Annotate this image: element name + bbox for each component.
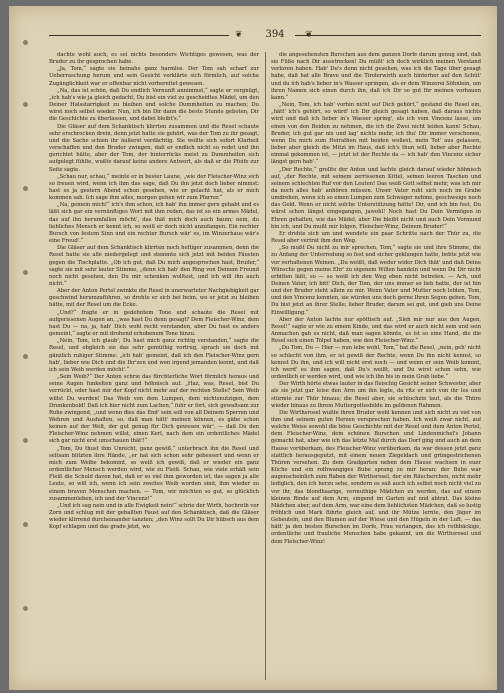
paragraph: Aber der Anton Pertel zwinkte die Resel in unerwarteter Nachgiebigkeit gar geschwind herumzuführen, so drehte er sich bei beim, wo er jetzt zu bleiben hätte, mit der Resel um die Ecke.	[49, 288, 259, 309]
paragraph: „Nein, Tom, ich glaub', Du hast mich ganz richtig verstanden,“ sagte die Resel, und obgleich sie das sehr gemüthig vortrug, sprach sie doch mit gänzlich ruhiger Stimme: „ich hab' gemeint, daß ich den Fleischer-Winz gern hab', lieber wie Dich und die Ihr'zen und wen irgend jemanden kennt, und daß ich sein Weib werden möcht'.“	[49, 338, 259, 373]
left-column	[49, 52, 259, 680]
paragraph: „Tom, Du thust ihm Unrecht, ganz gewiß,“ unterbrach ihn die Resel und seltsam blitzten ihre Hände, „er hat sich schon sehr gebessert und wenn er mich zum Weibe bekommt, so weiß ich gewiß, daß er wieder ein ganz ordentlicher Mensch werden wird, wie zu Fleiß. Schau, wie viele erhält sein Fleiß die Schuld davon hat, daß er so viel ihm geworden ist, das sagen ja alle Leute, so will ich, wenn ich sein zweites Weib worden sind, ihm wieder zu einem braven Menschen machen. — Tom, wir möchten so gut, so glücklich zusammenleben, ich und der Vincenz!“	[49, 445, 259, 502]
paragraph: dachte wohl auch, es sei nichts besonders Wichtiges gewesen, was der Bruder zu ihr gesprochen habe.	[49, 52, 259, 66]
binding-hole	[23, 270, 28, 275]
binding-hole	[23, 438, 28, 443]
paragraph: Die Gläser auf dem Schanktisch klirrten zusammen und die Resel schaute sehr erschrocken drein, denn jetzt hatte sie gehört, was der Tom zu ihr gesagt, und die Sache schien ihr äußerst verdächtig. Sie wollte sich sofort Klarheit verschaffen und den Bruder zwingen, daß er endlich nicht so redet und ihn gerichtet hätte, aber der Tom, der hinterrücks meist zu Dummheiten sich aufgelegt fühlte, wußte darauf keine andere Antwort, als daß er die Pfeife zur Seite sagte.	[49, 123, 259, 173]
paragraph: „Ja, Tom,“ sagte sie beinahe ganz harmlos. Der Tom sah scharf zur Ueberraschung herum und sein Gesicht verklärte sich förmlich, auf solche Zugänglichkeit war er offenbar nicht vorbereitet gewesen.	[49, 66, 259, 87]
paragraph: Die Gläser auf dem Schanktisch klirrten noch heftiger zusammen, denn die Resel hatte sie alle niedergelegt und stemmte sich jetzt mit beiden Fäusten gegen die Tischplatte. „Ob ich gut, daß Du mich angesprochen hast, Bruder,“ sagte sie mit sehr lauter Stimme, „denn ich hab' den Ring von Deinem Freund noch nicht gesehen, den Du mir schenken wolltest, und ich will ihn auch nicht.“	[49, 245, 259, 287]
paragraph: „Der Rechte,“ grollte der Anton und lachte gleich darauf wieder höhnisch auf, „der Rechte, mit seinem zerrissenen Kittel, seinen leeren Taschen und seinem schlechten Ruf vor den Leuten! Das weiß Gott selbst mehr, was ich mir da noch alles hab' anhören müssen. Unser Vater ruht sich noch im Grabe umdrehen, wenn ich so einen Lumpen zum Schwager nehme, geschweige noch das Geld. Wenn er nicht solche Unterstützung hätte! Dir, und ich bin fest, Du wärst schon längst eingegangen, jawohl! Noch hast Du Dein Vermögen in Ehren gehalten, wie das Mädel, aber Die bleibt nicht und auch Dein Vormund bin ich, und Du mußt mir folgen, Fleischer-Winz, Deinem Bruder!“	[271, 166, 481, 230]
paragraph: „So mußt Du nicht zu mir sprechen, Tom,“ sagte sie und ihre Stimme, die zu Anfang der Unterredung so fest und sicher geklungen hatte, bebte jetzt wie vor verhaltenen Weinen. „Du weißt, daß weder wider Dich thät' und daß Deine Wünsche gegen meine Ehr' zu eigenem Willen handeln und wenn Du Dir nicht erbitten läßt, so — so weiß ich den Weg eben nicht betreten. — Ach, und Deinen Vater, ich bitt' Dich, der Tom, der uns immer so lieb hatte, der ist hin und der Bruder steht allein zu mir. Wenn Vater und Mutter noch lebten, Tom, und den Vincenz kennten, sie würden uns doch gerne Ihren Segen geben. Tom, Du bist jetzt an ihrer Stelle; lieber Bruder, darum sei gut, und gieb uns Deine Einwilligung.“	[271, 245, 481, 316]
binding-hole	[23, 606, 28, 611]
binding-hole	[23, 522, 28, 527]
binding-hole	[23, 40, 28, 45]
paragraph: „Nein, Tom, ich hab' vorhin nicht auf Dich gehört,“ gestand die Resel ein, „hätt' ich's gehört, so würd' ich Dir gleich gesagt haben, daß daraus nichts wird und daß ich lieber in's Wasser spring', als ich vom Vincenz lasse, um einen von den Beiden zu nehmen, die ich die Zwei nicht leiden kann! Schau, Bruder, ich gut gar nix und lag' nichts mehr, ich thu' Dir immer verschonen, wenn Du mich zum Heirathen mit beiden wollest, mein Tot' aus gelassen, lieber aber gleich die Mitzi im Haus, daß ich's thun will, lieber aber Rechte einmal gekommen ist, — jetzt ist der Rechte da — ich hab' den Vincenz sicher längst gern hab'.“	[271, 102, 481, 166]
header-rule-right	[295, 35, 481, 36]
paragraph: „Na, gemein mich!“ ich's ihm schon, ich hab' ihn immer gern gehabt und es läßt sich gar ein vernünftiges Wort mit ihm reden, das ist so ein armes Mädel, das auf ihn herumfallen möcht', das thät mich doch auch baum; nein, du liebliches Mensch er kennt ich, so weiß er doch nicht anzufangen. Ein rechter Bursch von festem Sinn und ein rechter Bursch wär' es, im Winzerhaus wär's eine Freud'.“	[49, 202, 259, 245]
binding-hole	[23, 354, 28, 359]
paragraph: „Und?“ fragte er in gedehntem Tone und schaute die Resel mit aufgerissenen Augen an, „was hast Du denn gesagt? Dem Fleischer-Winz, dem hast Du — na, ja, hab' Dich wohl recht verstanden, aber Du hast es anders gemeint,“ sagte er mit drohend erhobenem Tone hinzu.	[49, 309, 259, 338]
paragraph: Die Wirthsrosel wußte ihren Bruder wohl kennen und sich nicht zu viel von ihm und seinem guten Herzen versprechen haben. Ich weiß zwar nicht, auf welche Weise sowohl die böse Geschichte mit der Resel und dem Anton Pertel, dem Fleischer-Winz, dem schönen Burschen und Lindenmichel's Johann gemacht hat, aber wie ich das letzte Mal durch das Dorf ging und auch an dem Hause vorüberkam, des Fleischer-Winz vorüberkam, da war dessen jetzt ganz stattlich herausgeputzt, mit einem neuen Ziegeldach und grüngestrichenen Thüren versehen. Zu dem Gradgarten neben dem Hause wachsen in euer Küche und ein rothwangiges Bube sprang zu mir heran; der Bube war augenscheinlich zum Raben der Wirthsrosel, der ein Räucherchen, nicht mehr lediglich, den ich herzu sehe, sondern es saß auch ich selbst noch nicht viel zu vor ihr, das blondhaarige, vermuthige Mädchen zu werden, das auf einem kleinen Rinde auf dem Arm, singend im Garten auf und abtrat. Das kleine Mädchen aber, auf dem Arm, war eine dem lieblichsten Mädchen, daß so lustig fröhlich und Mark führte gleich auf, und ihr Mütze lernte, den Jäger im Gebeuteln, und den Blumen auf der Wiese und den Hügeln in der Luft, — das hätt' ja den besten Burschen im Dorfe, Frau verlangen, das ich rothbäckige, ordentliche und frauliche Menschen habe gekannt, um die Wirthsrosel und dem Fleischer-Winz!	[271, 409, 481, 545]
header-rule-left	[49, 35, 229, 36]
paragraph: „Und ich sag nein und in alle Ewigkeit nein!“ schrie der Wirth, hochroth vor Zorn und schlug mit der geballten Faust auf den Schanktisch, daß die Gläser wieder klirrend durcheinander tanzten; „den Winz sollt Du Dir hübsch aus dem Kopf schlagen und das grade jetzt, wo	[49, 502, 259, 531]
paragraph: die angesehensten Burschen aus dem ganzen Dorfe darum genug sind, daß sie Füße nach Dir ausstrecken! Du müßt' ich doch wirklich meinen Verstand verloren haben. Hab' Du's denn nicht gesehen, was ich die Tage über gesagt habe, daß hat alle Brave und die Tirolerwirth auch hinterher auf den Schüt' und du ich hab's lieber in's Wasser springen, als er dem Winzerei Söhnlein, um ihren Namen sich einen durch ihn, daß ich Dir so gut für meinen vorbauen kann.“	[271, 52, 481, 101]
book-page	[9, 6, 497, 690]
paragraph: „Schau nur, schau,“ meinte er in bester Laune, „wie der Fleischer-Winz sich so freuen wird, wenn ich ihm das sage, daß Du ihn jetzt doch lieber nimmst; hast es ja gestern Abend schon gesehen, wie er gelacht hat, als er mich kommen sah. Ich sage ihm alles, morgen gehen wir zum Pfarrer.“	[49, 173, 259, 202]
paragraph: „Sein Weib?“ Der Anton schrie das fürchterliche Wort förmlich heraus und seine Augen funkelten ganz und höhnisch auf. „Haz, was, Resel, bist Du verrückt, oder hast mir der Kopf nicht mehr auf der rechten Stelle? Sein Weib willst Du werden! Das Weib von dem Lumpen, dem nichtsnutzigen, dem Drunkenbold! Daß ich hier nicht zum Lachen,“ fuhr er fort, sich gewaltsam zur Ruhe zwingend, „und wenn dies das End' sein soll von all Deinem Sperren und Wehren und Aushalten, so, daß man hätt' meinen können, es gäbe schon keinen auf der Welt, der gut genug für Dich gewesen wär', — daß Du den Fleischer-Winz nehmen willst, einen Kerl, nach dem ein ordentliches Mädel sich gar nicht erst umschauen thät'!“	[49, 374, 259, 445]
page-number: 394	[265, 29, 285, 40]
ornament-left-icon: ❦	[235, 30, 243, 40]
paragraph: „Na, das ist schön, daß Du endlich Vernunft annimmst,“ sagte er vergnügt, „ich hab's wie ja gleich gedacht, Du bist ein viel zu gescheidtes Mädel, um den Deiner Halsstarrigkeit zu bleiben und solche Dummheiten zu machen; Du wirst noch selbst wieder. Nun, ich bin Dir dann die beste Stunde geboten, Dir die Geschichte zu überlassen, und dabei bleibt's.“	[49, 87, 259, 123]
paragraph: „Du Tom, Du — Hier — nun lebe wohl, Tom,“ bat die Resel, „nein, geh' nicht so schlecht von ihm, er ist gewiß der Rechte, wenn Du ihn nicht kennst, so kennst Du ihn, und ich will nicht erst noch — und wenn er sein Weib kommt, ich werd' es ihm sagen, daß Du's weißt, und Du wirst schon sehn, wie ordentlich er werden wird, und wie ich ihn bis in mein Grab liebe.“	[271, 345, 481, 381]
paragraph: Der Wirth hörte etwas lauter in das fleischig Gesicht seiner Schwester, aber als sie jetzt gar leise den Arm um ihn legte, da ritz er sich von ihr los und stürmte zur Thür hinaus; die Resel aber, sie schluchzte laut, als die Thüre wieder hinaus zu ihrem Muttergottesbilde im geldenen Rahmen.	[271, 381, 481, 409]
ornament-right-icon: ❦	[305, 30, 313, 40]
paragraph: Er drehte sich um und wendete ein paar Schritte nach der Thür zu, die Resel aber vertrat ihm den Weg.	[271, 230, 481, 245]
right-column	[271, 52, 481, 680]
paragraph: Aber der Anton lachte nur spöttisch auf. „Sieh mir nur aus den Augen, Resel!“ sagte er wie zu einem Kinde, und das wird er auch nicht sein und sein Anmachen gab es nicht, daß man sagen könnte, es ist so eine Hand, die die Resel sich einen Tölpel haben, wie den Fleischer-Winz.“	[271, 316, 481, 345]
page-header	[49, 28, 481, 42]
column-divider	[265, 52, 266, 680]
binding-hole	[23, 102, 28, 107]
binding-hole	[23, 186, 28, 191]
